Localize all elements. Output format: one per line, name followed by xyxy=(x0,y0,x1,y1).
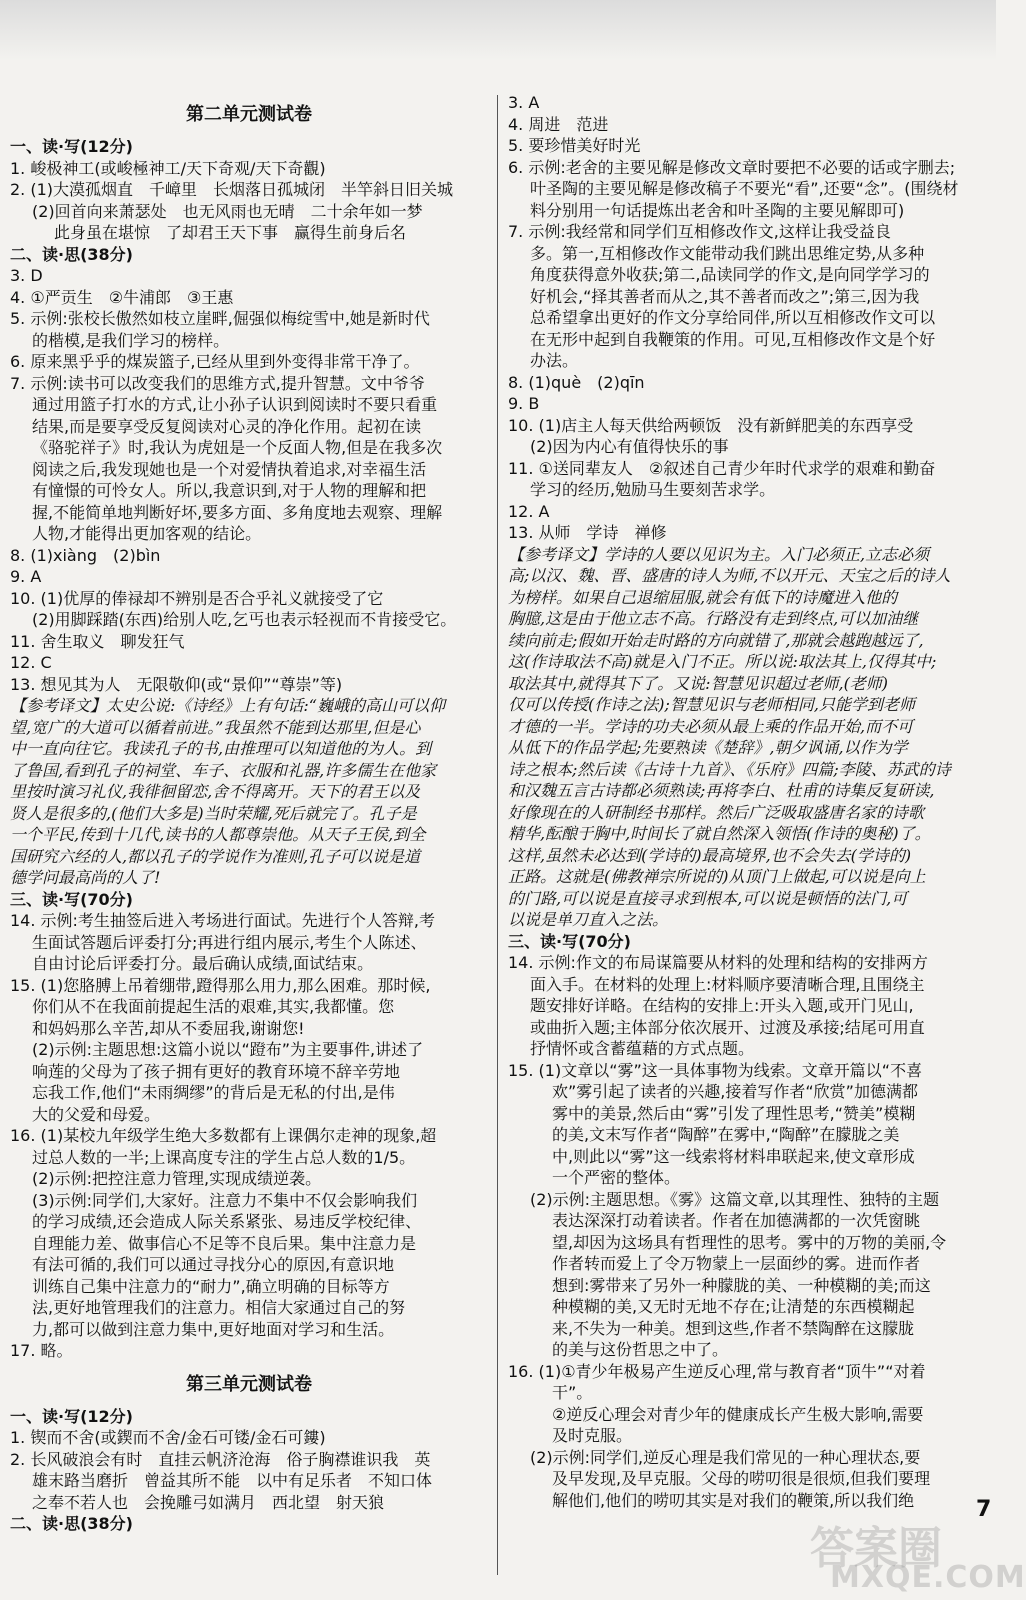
answer-line: 1. 峻极神工(或峻極神工/天下奇观/天下奇觀) xyxy=(10,158,326,178)
answer-line-continued: (3)示例:同学们,大家好。注意力不集中不仅会影响我们 xyxy=(32,1190,418,1210)
answer-line: 16. (1)①青少年极易产生逆反心理,常与教育者“顶牛”“对着 xyxy=(508,1361,926,1381)
translation-line: 【参考译文】学诗的人要以见识为主。入门必须正,立志必须 xyxy=(508,544,930,564)
answer-line: 12. A xyxy=(508,501,550,521)
section-title: 第三单元测试卷 xyxy=(186,1373,312,1395)
section-heading: 二、读·思(38分) xyxy=(10,1514,133,1533)
answer-line-continued: 自理能力差、做事信心不足等不良后果。集中注意力是 xyxy=(32,1233,417,1253)
answer-line-continued: 想到:雾带来了另外一种朦胧的美、一种模糊的美;而这 xyxy=(552,1275,931,1295)
answer-line: 10. (1)店主人每天供给两顿饭 没有新鲜肥美的东西享受 xyxy=(508,415,914,435)
answer-line: 3. D xyxy=(10,266,43,285)
answer-line-continued: 人物,才能得出更加客观的结论。 xyxy=(32,524,262,543)
answer-line-continued: 题安排好详略。在结构的安排上:开头入题,或开门见山, xyxy=(530,996,914,1015)
answer-line-continued: 干”。 xyxy=(552,1383,593,1402)
answer-line-continued: 结果,而是要享受反复阅读对心灵的净化作用。起初在读 xyxy=(32,416,422,436)
answer-line: 5. 示例:张校长傲然如枝立崖畔,倔强似梅绽雪中,她是新时代 xyxy=(10,309,430,328)
answer-line-continued: 的美,文末写作者“陶醉”在雾中,“陶醉”在朦胧之美 xyxy=(552,1125,900,1144)
answer-line: 9. A xyxy=(10,567,42,586)
answer-line-continued: 来,不失为一种美。想到这些,作者不禁陶醉在这朦胧 xyxy=(552,1318,915,1338)
answer-line-continued: 和妈妈那么辛苦,却从不委屈我,谢谢您! xyxy=(32,1018,305,1038)
translation-line: 从低下的作品学起;先要熟读《楚辞》,朝夕讽诵,以作为学 xyxy=(508,738,908,757)
left-column xyxy=(10,92,488,1535)
answer-line-continued: 表达深深打动着读者。作者在加德满都的一次凭窗眺 xyxy=(552,1211,921,1230)
answer-line: 15. (1)文章以“雾”这一具体事物为线索。文章开篇以“不喜 xyxy=(508,1060,923,1080)
page-number: 7 xyxy=(976,1497,992,1522)
answer-line-continued: 此身虽在堪惊 了却君王天下事 赢得生前身后名 xyxy=(54,223,407,242)
answer-line: 2. (1)大漠孤烟直 千嶂里 长烟落日孤城闭 半竿斜日旧关城 xyxy=(10,180,454,199)
answer-line: 15. (1)您胳膊上吊着绷带,蹬得那么用力,那么困难。那时候, xyxy=(10,975,431,995)
translation-line: 【参考译文】太史公说:《诗经》上有句话:“巍峨的高山可以仰 xyxy=(10,696,445,715)
answer-line-continued: (2)因为内心有值得快乐的事 xyxy=(530,437,729,456)
answer-line-continued: 大的父爱和母爱。 xyxy=(32,1104,161,1124)
column-divider xyxy=(497,95,498,1575)
answer-line-continued: 中,则此以“雾”这一线索将材料串联起来,使文章形成 xyxy=(552,1146,915,1166)
translation-line: 才德的一半。学诗的功夫必须从最上乘的作品开始,而不可 xyxy=(508,716,914,736)
answer-line: 5. 要珍惜美好时光 xyxy=(508,136,641,155)
answer-line-continued: (2)用脚踩踏(东西)给别人吃,乞丐也表示轻视而不肯接受它。 xyxy=(32,610,457,629)
translation-line: 续向前走;假如开始走时路的方向就错了,那就会越跑越远了, xyxy=(508,630,924,650)
translation-line: 好像现在的人研制经书那样。然后广泛吸取盛唐名家的诗歌 xyxy=(508,802,925,822)
translation-line: 以说是单刀直入之法。 xyxy=(508,910,669,929)
answer-line-continued: 抒情怀或含蓄蕴藉的方式点题。 xyxy=(530,1039,755,1058)
answer-line: 8. (1)què (2)qīn xyxy=(508,372,645,392)
answer-line-continued: 欢”雾引起了读者的兴趣,接着写作者“欣赏”加德满都 xyxy=(552,1082,918,1101)
section-heading: 三、读·写(70分) xyxy=(10,889,133,909)
answer-line-continued: 力,都可以做到注意力集中,更好地面对学习和生活。 xyxy=(32,1319,395,1339)
answer-line-continued: 叶圣陶的主要见解是修改稿子不要光“看”,还要“念”。(围绕材 xyxy=(530,179,959,198)
answer-line: 10. (1)优厚的俸禄却不辨别是否合乎礼义就接受了它 xyxy=(10,588,384,608)
answer-line-continued: 的楷模,是我们学习的榜样。 xyxy=(32,330,230,350)
answer-line-continued: (2)回首向来萧瑟处 也无风雨也无晴 二十余年如一梦 xyxy=(32,201,423,221)
answer-line-continued: 的美与这份哲思之中了。 xyxy=(552,1340,729,1359)
answer-line-continued: 好机会,“择其善者而从之,其不善者而改之”;第三,因为我 xyxy=(530,286,920,306)
answer-line-continued: 种模糊的美,又无时无地不存在;让清楚的东西模糊起 xyxy=(552,1297,915,1316)
translation-line: 精华,酝酿于胸中,时间长了就自然深入领悟(作诗的奥秘)了。 xyxy=(508,824,931,843)
answer-line: 4. ①严贡生 ②牛浦郎 ③王惠 xyxy=(10,287,234,307)
scan-top-shadow xyxy=(0,0,996,60)
answer-line-continued: 过总人数的一半;上课高度专注的学生占总人数的1/5。 xyxy=(32,1147,416,1167)
answer-line-continued: 法,更好地管理我们的注意力。相信大家通过自己的努 xyxy=(32,1298,406,1317)
answer-line: 16. (1)某校九年级学生绝大多数都有上课偶尔走神的现象,超 xyxy=(10,1126,437,1145)
answer-line-continued: 多。第一,互相修改作文能带动我们跳出思维定势,从多种 xyxy=(530,243,925,263)
section-title: 第二单元测试卷 xyxy=(186,104,312,125)
translation-line: 了鲁国,看到孔子的祠堂、车子、衣服和礼器,许多儒生在他家 xyxy=(10,760,437,780)
answer-line-continued: (2)示例:主题思想:这篇小说以“蹬布”为主要事件,讲述了 xyxy=(32,1040,424,1059)
answer-line-continued: 解他们,他们的唠叨其实是对我们的鞭策,所以我们绝 xyxy=(552,1490,915,1510)
answer-line-continued: 生面试答题后评委打分;再进行组内展示,考生个人陈述、 xyxy=(32,932,427,952)
section-heading: 三、读·写(70分) xyxy=(508,931,631,951)
answer-line: 4. 周进 范进 xyxy=(508,114,609,134)
translation-line: 这样,虽然未必达到(学诗的)最高境界,也不会失去(学诗的) xyxy=(508,845,912,865)
translation-line: 正路。这就是(佛教禅宗所说的)从顶门上做起,可以说是向上 xyxy=(508,867,926,886)
translation-line: 为榜样。如果自己退缩屈服,就会有低下的诗魔进入他的 xyxy=(508,587,898,607)
answer-line-continued: 办法。 xyxy=(530,351,579,370)
answer-line: 8. (1)xiàng (2)bìn xyxy=(10,545,161,565)
answer-line-continued: 一个严密的整体。 xyxy=(552,1168,681,1187)
answer-line: 6. 示例:老舍的主要见解是修改文章时要把不必要的话或字删去; xyxy=(508,157,956,177)
answer-line-continued: 之奉不若人也 会挽雕弓如满月 西北望 射天狼 xyxy=(32,1492,385,1512)
answer-line: 13. 想见其为人 无限敬仰(或“景仰”“尊崇”等) xyxy=(10,674,343,694)
answer-line-continued: 雾中的美景,然后由“雾”引发了理性思考,“赞美”模糊 xyxy=(552,1103,916,1123)
answer-line-continued: 作者转而爱上了令万物蒙上一层面纱的雾。进而作者 xyxy=(552,1254,921,1273)
answer-line: 1. 锲而不舍(或鍥而不舍/金石可镂/金石可鏤) xyxy=(10,1428,326,1447)
answer-line-continued: 在无形中起到自我鞭策的作用。可见,互相修改作文是个好 xyxy=(530,329,936,349)
answer-line-continued: 有憧憬的可怜女人。所以,我意识到,对于人物的理解和把 xyxy=(32,481,427,500)
translation-line: 和汉魏五言古诗都必须熟读;再将李白、杜甫的诗集反复研读, xyxy=(508,781,935,800)
answer-line-continued: 握,不能简单地判断好坏,要多方面、多角度地去观察、理解 xyxy=(32,502,443,522)
translation-line: 仅可以传授(作诗之法);智慧见识与老师相同,只能学到老师 xyxy=(508,695,915,714)
translation-line: 一个平民,传到十几代,读书的人都尊崇他。从天子王侯,到全 xyxy=(10,825,426,844)
right-column xyxy=(508,92,984,1511)
translation-line: 贤人是很多的,(他们大多是)当时荣耀,死后就完了。孔子是 xyxy=(10,803,417,823)
section-heading: 一、读·写(12分) xyxy=(10,1406,133,1426)
answer-line-continued: 雄末路当磨折 曾益其所不能 以中有足乐者 不知口体 xyxy=(32,1471,433,1490)
answer-line-continued: 训练自己集中注意力的“耐力”,确立明确的目标等方 xyxy=(32,1276,390,1296)
watermark-logo xyxy=(810,1512,1026,1595)
translation-line: 的门路,可以说是直接寻求到根本,可以说是顿悟的法门,可 xyxy=(508,888,908,908)
answer-line-continued: 角度获得意外收获;第二,品读同学的作文,是向同学学习的 xyxy=(530,265,930,284)
answer-line-continued: 通过用篮子打水的方式,让小孙子认识到阅读时不要只看重 xyxy=(32,395,438,414)
answer-line: 13. 从师 学诗 禅修 xyxy=(508,523,667,542)
watermark-site: MXQE.COM xyxy=(830,1560,1026,1595)
answer-line: 2. 长风破浪会有时 直挂云帆济沧海 俗子胸襟谁识我 英 xyxy=(10,1449,431,1469)
answer-line-continued: 阅读之后,我发现她也是一个对爱情执着追求,对幸福生活 xyxy=(32,459,427,479)
watermark-main: 答案圈 xyxy=(810,1523,942,1574)
translation-line: 胸臆,这是由于他立志不高。行路没有走到终点,可以加油继 xyxy=(508,609,919,628)
answer-line-continued: (2)示例:把控注意力管理,实现成绩逆袭。 xyxy=(32,1169,322,1188)
answer-line: 11. ①送同辈友人 ②叙述自己青少年时代求学的艰难和勤奋 xyxy=(508,458,936,478)
answer-line-continued: 望,却因为这场具有哲理性的思考。雾中的万物的美丽,令 xyxy=(552,1232,947,1252)
section-heading: 一、读·写(12分) xyxy=(10,137,133,156)
translation-line: 诗之根本;然后读《古诗十九首》、《乐府》四篇;李陵、苏武的诗 xyxy=(508,759,951,779)
answer-line-continued: 学习的经历,勉励马生要刻苦求学。 xyxy=(530,480,776,499)
answer-line-continued: 响莲的父母为了孩子拥有更好的教育环境不辞辛劳地 xyxy=(32,1061,401,1081)
translation-line: 国研究六经的人,都以孔子的学说作为准则,孔子可以说是道 xyxy=(10,846,421,866)
translation-line: 德学问最高尚的人了! xyxy=(10,868,161,887)
translation-line: 这(作诗取法不高)就是入门不正。所以说:取法其上,仅得其中; xyxy=(508,652,937,671)
answer-line: 11. 舍生取义 聊发狂气 xyxy=(10,631,185,651)
answer-line-continued: 及早发现,及早克服。父母的唠叨很是很烦,但我们要理 xyxy=(552,1469,931,1488)
answer-line: 7. 示例:我经常和同学们互相修改作文,这样让我受益良 xyxy=(508,222,891,241)
translation-line: 取法其中,就得其下了。又说:智慧见识超过老师,(老师) xyxy=(508,673,889,693)
answer-line-continued: 面入手。在材料的处理上:材料顺序要清晰合理,且围绕主 xyxy=(530,974,925,994)
answer-line: 9. B xyxy=(508,394,540,413)
answer-line-continued: 有法可循的,我们可以通过寻找分心的原因,有意识地 xyxy=(32,1255,395,1274)
answer-line-continued: 忘我工作,他们“未雨绸缪”的背后是无私的付出,是伟 xyxy=(32,1083,395,1102)
answer-line-continued: (2)示例:同学们,逆反心理是我们常见的一种心理状态,要 xyxy=(530,1447,921,1467)
answer-line-continued: 总希望拿出更好的作文分享给同伴,所以互相修改作文可以 xyxy=(530,308,936,327)
answer-line-continued: 的学习成绩,还会造成人际关系紧张、易违反学校纪律、 xyxy=(32,1212,422,1231)
answer-line-continued: 自由讨论后评委打分。最后确认成绩,面试结束。 xyxy=(32,954,374,973)
translation-line: 中一直向往它。我读孔子的书,由推理可以知道他的为人。到 xyxy=(10,739,432,758)
answer-line-continued: 料分别用一句话提炼出老舍和叶圣陶的主要见解即可) xyxy=(530,200,905,220)
translation-line: 望,宽广的大道可以循着前进。”我虽然不能到达那里,但是心 xyxy=(10,717,421,737)
answer-line: 7. 示例:读书可以改变我们的思维方式,提升智慧。文中爷爷 xyxy=(10,373,425,393)
answer-line-continued: 或曲折入题;主体部分依次展开、过渡及承接;结尾可用直 xyxy=(530,1017,925,1037)
answer-line: 12. C xyxy=(10,653,52,672)
answer-line-continued: ②逆反心理会对青少年的健康成长产生极大影响,需要 xyxy=(552,1404,924,1424)
answer-line: 17. 略。 xyxy=(10,1341,73,1360)
answer-line-continued: 你们从不在我面前提起生活的艰难,其实,我都懂。您 xyxy=(32,997,395,1016)
answer-line: 6. 原来黑乎乎的煤炭篮子,已经从里到外变得非常干净了。 xyxy=(10,352,420,371)
section-heading: 二、读·思(38分) xyxy=(10,244,133,264)
answer-line-continued: 及时克服。 xyxy=(552,1426,633,1445)
answer-line: 14. 示例:作文的布局谋篇要从材料的处理和结构的安排两方 xyxy=(508,953,928,972)
translation-line: 高;以汉、魏、晋、盛唐的诗人为师,不以开元、天宝之后的诗人 xyxy=(508,566,951,585)
answer-line: 3. A xyxy=(508,93,540,112)
translation-line: 里按时演习礼仪,我徘徊留恋,舍不得离开。天下的君王以及 xyxy=(10,782,421,801)
answer-line-continued: 《骆驼祥子》时,我认为虎妞是一个反面人物,但是在我多次 xyxy=(32,438,443,457)
answer-line: 14. 示例:考生抽签后进入考场进行面试。先进行个人答辩,考 xyxy=(10,911,436,930)
answer-line-continued: (2)示例:主题思想。《雾》这篇文章,以其理性、独特的主题 xyxy=(530,1189,940,1209)
